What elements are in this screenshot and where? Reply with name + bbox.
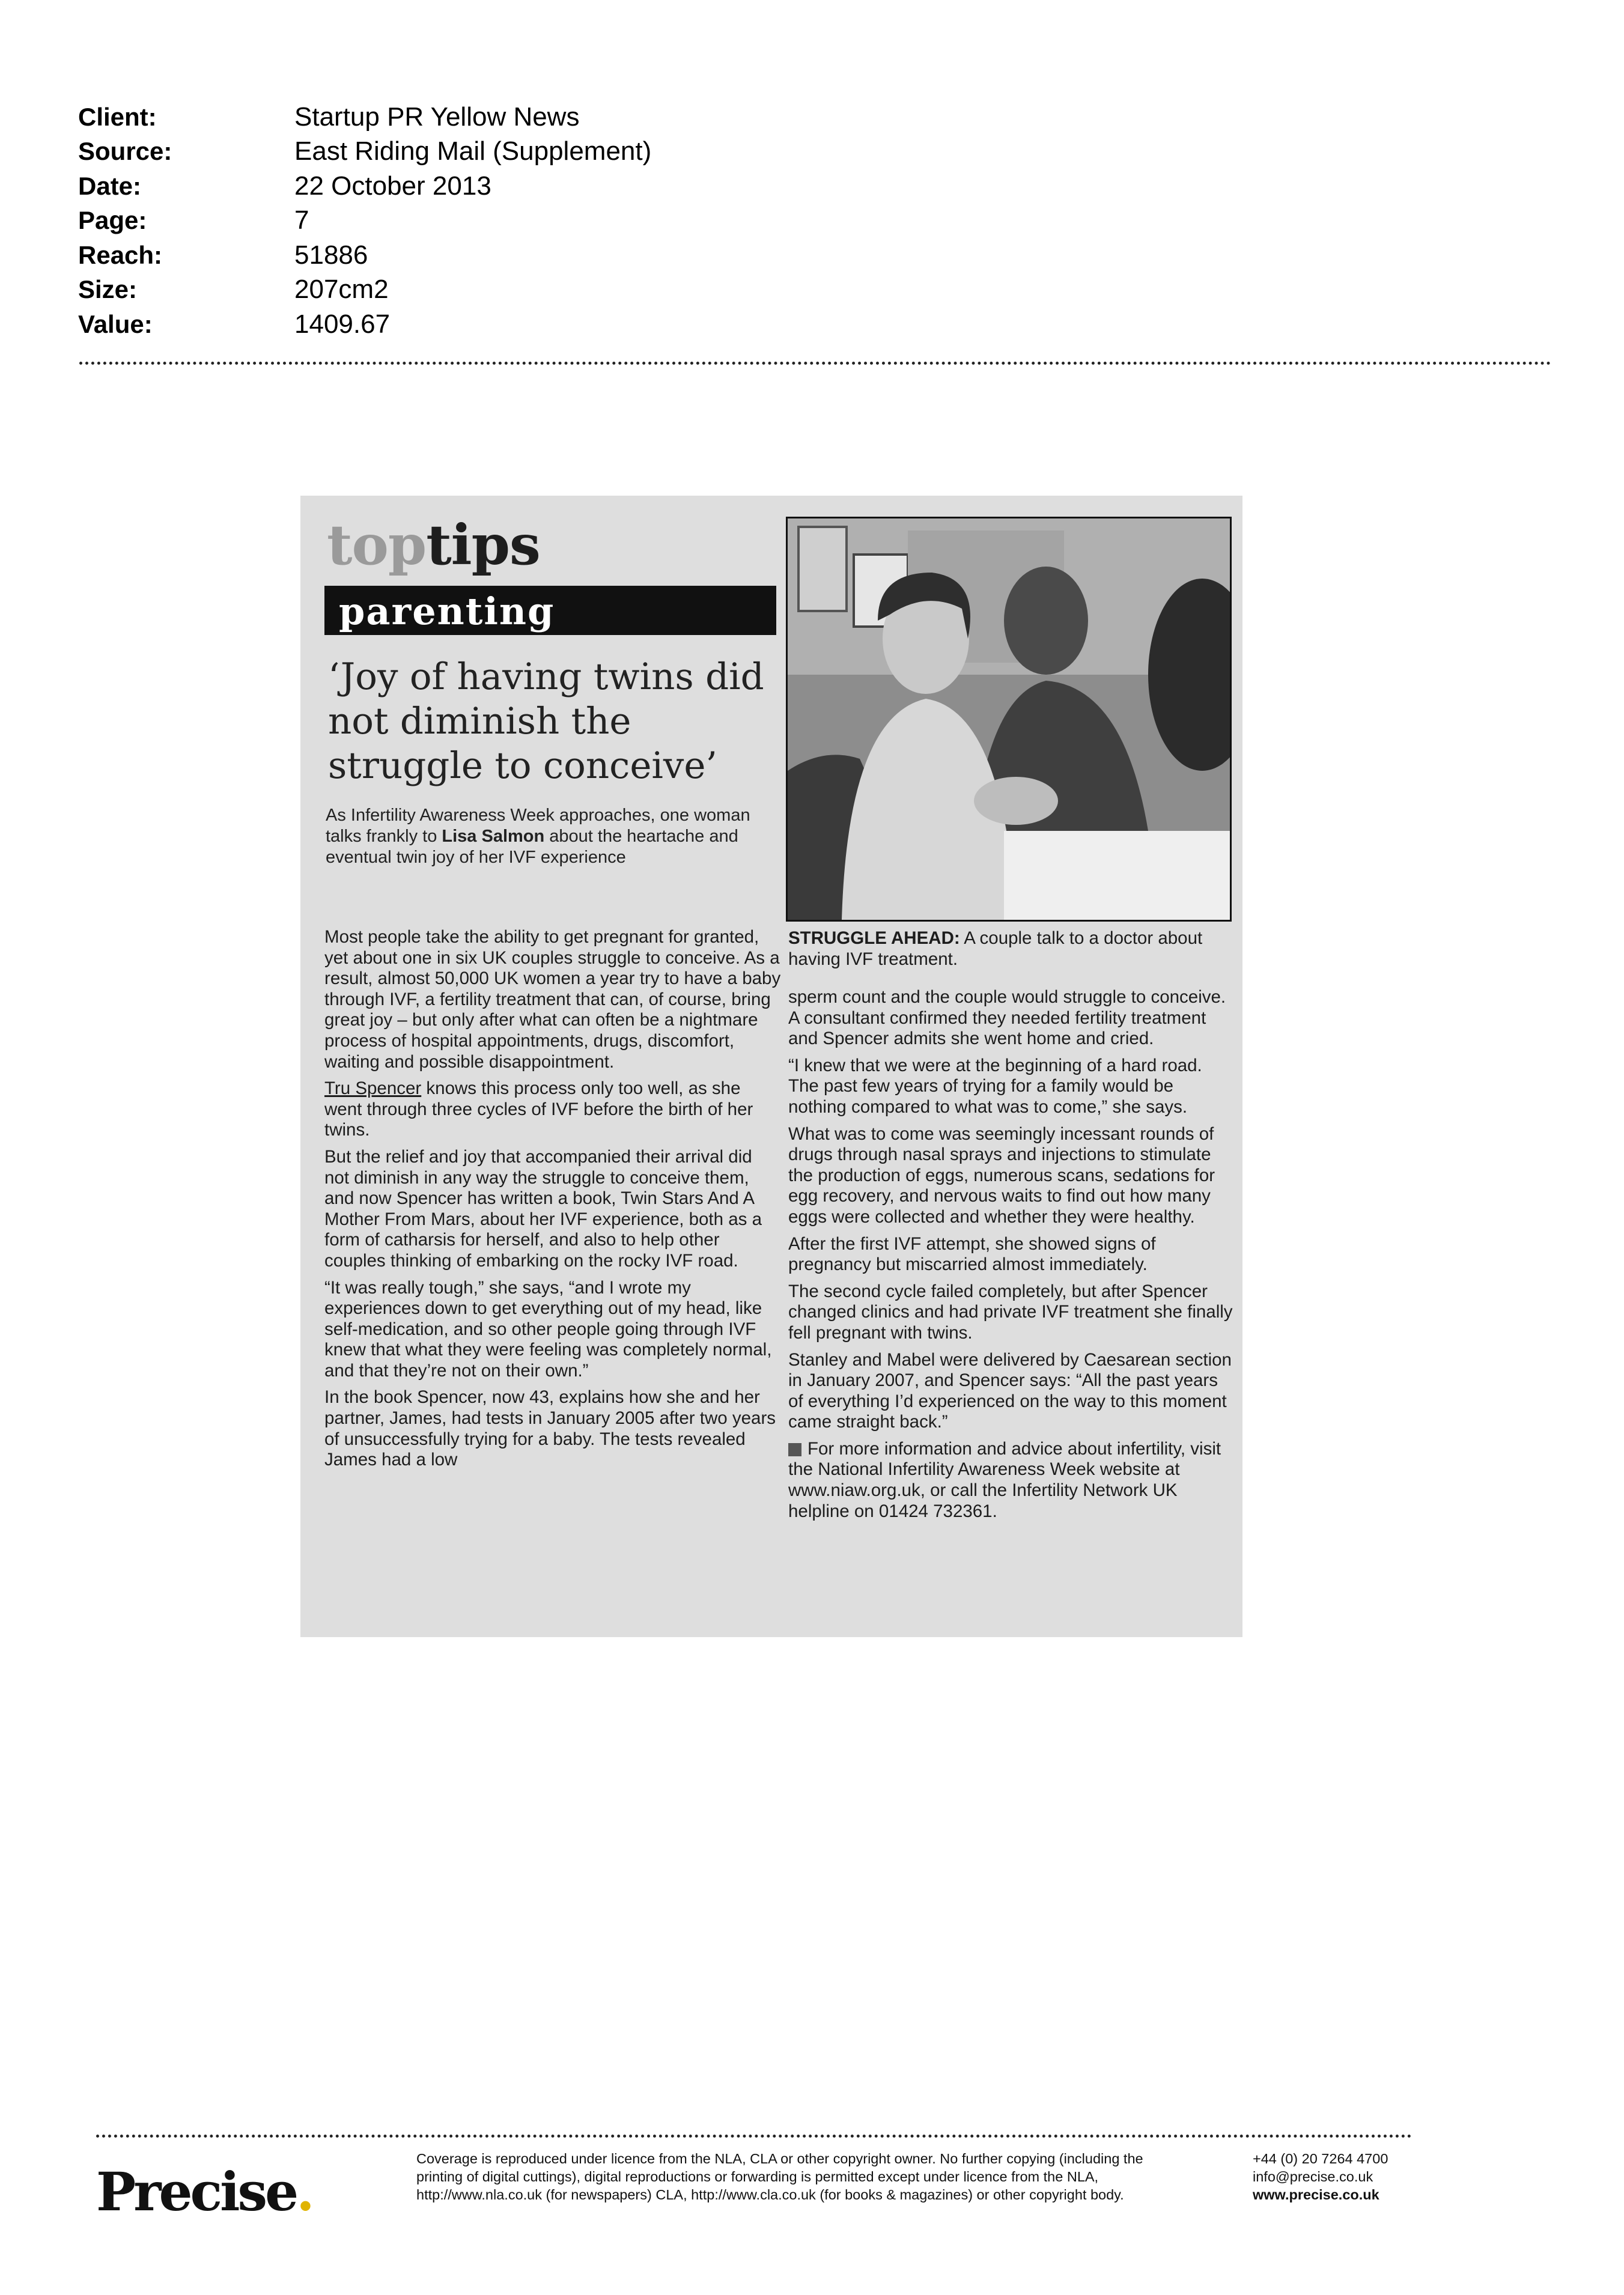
standfirst-text: As Infertility Awareness Week approaches, one woman talks frankly to xyxy=(326,806,750,846)
article-paragraph: But the relief and joy that accompanied their arrival did not diminish in any way the struggle to conceive them, and now Spencer has written a book, Twin Stars And A Mother From Mars, about her IVF experience, both as a form of catharsis for herself, and also to help other couples thinking of embarking on the rocky IVF road. xyxy=(324,1146,762,1271)
precise-logo xyxy=(96,2160,312,2223)
article-photo xyxy=(786,517,1232,922)
dotted-divider xyxy=(79,362,1551,365)
section-label: parenting xyxy=(339,589,555,633)
meta-row-size xyxy=(78,273,651,308)
meta-label: Reach: xyxy=(78,240,163,269)
article-paragraph: In the book Spencer, now 43, explains how she and her partner, James, had tests in January 2005 after two years of unsuccessfully trying for a baby. The tests revealed James had a low xyxy=(324,1387,776,1470)
article-headline: ‘Joy of having twins did not diminish the struggle to conceive’ xyxy=(328,655,764,787)
meta-row-date xyxy=(78,169,651,204)
caption-lead: STRUGGLE AHEAD: xyxy=(788,928,960,948)
client-value: Startup PR Yellow News xyxy=(294,102,580,132)
dotted-divider xyxy=(96,2135,1412,2138)
meta-row-reach xyxy=(78,238,651,273)
article-paragraph: “I knew that we were at the beginning of a hard road. The past few years of trying for a family would be nothing compared to what was to come,” she says. xyxy=(788,1055,1202,1117)
clipping-metadata xyxy=(78,100,651,342)
meta-row-value xyxy=(78,307,651,342)
size-value: 207cm2 xyxy=(294,275,389,305)
masthead-top: top xyxy=(327,512,427,577)
article-paragraph xyxy=(324,1078,781,1141)
info-paragraph xyxy=(788,1439,1233,1522)
reach-value: 51886 xyxy=(294,240,368,270)
top-tips-masthead xyxy=(327,512,540,577)
meta-label: Date: xyxy=(78,171,142,200)
page-value: 7 xyxy=(294,205,309,236)
article-paragraph: Most people take the ability to get pregnant for granted, yet about one in six UK couples struggle to conceive. As a result, almost 50,000 UK women a year try to have a baby through IVF, a fertility treatment that can, of course, bring great joy – but only after what can often be a nightmare process of hospital appointments, drugs, discomfort, waiting and possible disappointment. xyxy=(324,927,781,1072)
logo-text: Precise xyxy=(96,2160,297,2223)
meta-label: Value: xyxy=(78,309,153,338)
couple-with-doctor-image xyxy=(788,518,1230,920)
contact-details xyxy=(1253,2150,1421,2204)
meta-label: Client: xyxy=(78,102,157,131)
article-column-right xyxy=(788,987,1233,1528)
article-standfirst xyxy=(326,805,770,868)
logo-dot: . xyxy=(296,2160,312,2223)
legal-line: Coverage is reproduced under licence from the NLA, CLA or other copyright owner. No further copying (including the xyxy=(416,2151,1143,2166)
subject-name: Tru Spencer xyxy=(324,1078,422,1099)
article-column-left xyxy=(324,927,781,1477)
email-address: info@precise.co.uk xyxy=(1253,2169,1373,2184)
legal-line: http://www.nla.co.uk (for newspapers) CLA, http://www.cla.co.uk (for books & magazines) or other copyright body. xyxy=(416,2187,1124,2202)
phone-number: +44 (0) 20 7264 4700 xyxy=(1253,2151,1388,2166)
website-address: www.precise.co.uk xyxy=(1253,2187,1379,2202)
photo-caption xyxy=(788,928,1233,970)
legal-line: printing of digital cuttings), digital reproductions or forwarding is permitted except under licence from the NLA, xyxy=(416,2169,1099,2184)
article-paragraph: sperm count and the couple would struggle to conceive. A consultant confirmed they needed fertility treatment and Spencer admits she went home and cried. xyxy=(788,987,1226,1049)
meta-row-client xyxy=(78,100,651,135)
copyright-notice xyxy=(416,2150,1173,2204)
article-paragraph: What was to come was seemingly incessant rounds of drugs through nasal sprays and injections to stimulate the production of eggs, numerous scans, sedations for egg recovery, and nervous waits to find out how many eggs were collected and whether they were healthy. xyxy=(788,1123,1215,1227)
masthead-tips: tips xyxy=(426,512,540,577)
article-paragraph: The second cycle failed completely, but after Spencer changed clinics and had private IVF treatment she finally fell pregnant with twins. xyxy=(788,1281,1233,1343)
article-paragraph: Stanley and Mabel were delivered by Caesarean section in January 2007, and Spencer says: “All the past years of everything I’d experienced on the way to this moment came straight back.” xyxy=(788,1349,1232,1432)
date-value: 22 October 2013 xyxy=(294,171,491,201)
value-value: 1409.67 xyxy=(294,309,391,339)
meta-label: Page: xyxy=(78,206,147,235)
square-bullet-icon xyxy=(788,1443,801,1456)
caption-text: A couple talk to a doctor about having IVF treatment. xyxy=(788,928,1203,969)
source-value: East Riding Mail (Supplement) xyxy=(294,136,652,166)
paragraph-text: For more information and advice about infertility, visit the National Infertility Awareness Week website at www.niaw.org.uk, or call the Infertility Network UK helpline on 01424 732361. xyxy=(788,1438,1221,1521)
author-name: Lisa Salmon xyxy=(442,827,545,846)
meta-label: Source: xyxy=(78,137,172,166)
standfirst-text: about the heartache and eventual twin joy of her IVF experience xyxy=(326,827,738,867)
section-bar xyxy=(324,586,776,635)
article-paragraph: After the first IVF attempt, she showed signs of pregnancy but miscarried almost immediately. xyxy=(788,1233,1156,1275)
meta-row-source xyxy=(78,135,651,169)
article-paragraph: “It was really tough,” she says, “and I wrote my experiences down to get everything out of my head, like self-medication, and so other people going through IVF knew that what they were feeling was completely normal, and that they’re not on their own.” xyxy=(324,1277,772,1381)
newspaper-clipping xyxy=(300,496,1242,1637)
meta-label: Size: xyxy=(78,275,138,304)
paragraph-text: knows this process only too well, as she went through three cycles of IVF before the birth of her twins. xyxy=(324,1078,753,1140)
meta-row-page xyxy=(78,204,651,239)
